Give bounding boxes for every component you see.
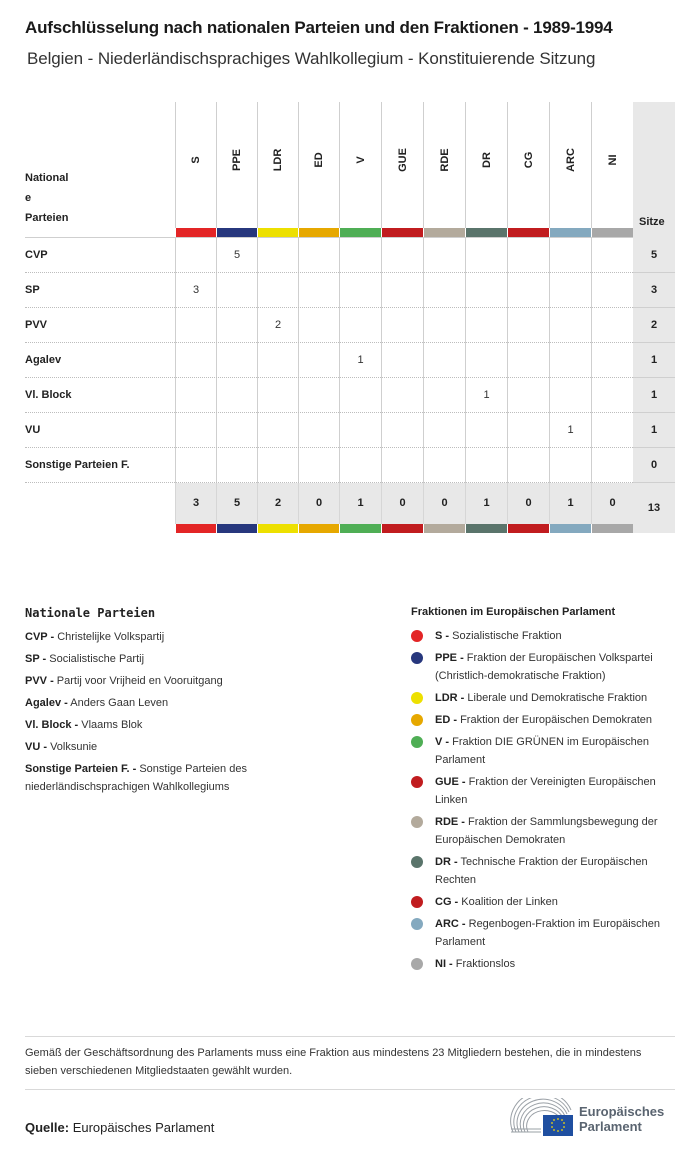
party-legend xyxy=(25,606,325,800)
column-header-label: ED xyxy=(313,152,325,168)
column-header-ppe xyxy=(216,102,257,228)
source-label: Quelle: xyxy=(25,1120,70,1135)
row-party-name: Agalev xyxy=(25,354,62,366)
page-title: Aufschlüsselung nach nationalen Parteien und den Fraktionen - 1989-1994 xyxy=(25,18,613,37)
column-header-gue xyxy=(381,102,423,228)
table-cell xyxy=(257,448,298,483)
table-cell: 1 xyxy=(549,413,591,448)
column-total: 0 xyxy=(298,483,339,524)
group-color-dot-icon xyxy=(411,652,423,664)
group-color-bar xyxy=(466,524,507,533)
table-cell xyxy=(339,378,381,413)
table-cell xyxy=(591,378,633,413)
group-name: Liberale und Demokratische Fraktion xyxy=(467,692,648,704)
party-legend-item xyxy=(25,716,325,734)
row-total: 0 xyxy=(633,448,675,483)
group-name: Sozialistische Fraktion xyxy=(452,630,562,642)
table-row xyxy=(25,308,675,343)
table-cell xyxy=(507,238,549,273)
party-legend-item xyxy=(25,694,325,712)
table-cell xyxy=(507,378,549,413)
row-total: 1 xyxy=(633,413,675,448)
table-cell xyxy=(216,448,257,483)
group-color-bar xyxy=(424,524,465,533)
table-cell: 1 xyxy=(339,343,381,378)
table-cell xyxy=(507,308,549,343)
table-cell xyxy=(339,238,381,273)
group-name: Fraktion der Sammlungsbewegung der Europäischen Demokraten xyxy=(435,816,658,846)
table-cell xyxy=(465,308,507,343)
table-cell xyxy=(339,308,381,343)
group-legend-item xyxy=(411,773,681,809)
column-total: 0 xyxy=(423,483,465,524)
table-cell xyxy=(423,308,465,343)
table-cell: 5 xyxy=(216,238,257,273)
table-cell xyxy=(381,413,423,448)
table-cell xyxy=(298,413,339,448)
column-header-label: DR xyxy=(480,152,493,168)
logo-line: Parlament xyxy=(579,1119,642,1134)
table-cell xyxy=(465,273,507,308)
group-name: Fraktion der Europäischen Demokraten xyxy=(460,714,653,726)
table-cell xyxy=(549,343,591,378)
grand-total: 13 xyxy=(633,483,675,533)
divider xyxy=(25,1036,675,1037)
party-legend-item xyxy=(25,760,325,796)
group-legend-item xyxy=(411,915,681,951)
table-cell xyxy=(591,448,633,483)
column-total: 0 xyxy=(591,483,633,524)
table-row xyxy=(25,413,675,448)
table-cell xyxy=(549,273,591,308)
column-header-ed xyxy=(298,102,339,228)
group-color-dot-icon xyxy=(411,692,423,704)
table-cell: 3 xyxy=(175,273,216,308)
table-cell xyxy=(175,343,216,378)
table-cell xyxy=(257,273,298,308)
row-header-line: National xyxy=(25,172,69,184)
table-cell xyxy=(381,273,423,308)
party-abbr: PVV - xyxy=(25,675,54,687)
party-name: Sonstige Parteien des niederländischsprachigen Wahlkollegiums xyxy=(25,763,247,793)
group-abbr: LDR - xyxy=(435,692,465,704)
table-cell xyxy=(175,308,216,343)
table-cell xyxy=(298,273,339,308)
table-cell xyxy=(175,238,216,273)
row-party-name: CVP xyxy=(25,249,48,261)
group-legend-item xyxy=(411,627,681,645)
group-color-bar xyxy=(340,228,381,237)
table-cell xyxy=(381,343,423,378)
total-column-header xyxy=(633,102,675,238)
group-name: Fraktion DIE GRÜNEN im Europäischen Parlament xyxy=(435,736,649,766)
table-cell xyxy=(423,238,465,273)
column-header-v xyxy=(339,102,381,228)
table-row xyxy=(25,343,675,378)
group-color-bar xyxy=(466,228,507,237)
table-cell xyxy=(591,238,633,273)
group-color-dot-icon xyxy=(411,776,423,788)
table-cell xyxy=(257,413,298,448)
table-cell xyxy=(216,413,257,448)
group-name: Koalition der Linken xyxy=(461,896,558,908)
party-name: Partij voor Vrijheid en Vooruitgang xyxy=(56,675,223,687)
table-cell xyxy=(381,308,423,343)
table-row xyxy=(25,238,675,273)
column-total: 0 xyxy=(507,483,549,524)
column-header-label: V xyxy=(354,156,367,164)
column-header-cg xyxy=(507,102,549,228)
row-party-name: Sonstige Parteien F. xyxy=(25,459,130,471)
table-cell xyxy=(175,413,216,448)
table-cell xyxy=(298,238,339,273)
group-color-bar xyxy=(592,228,633,237)
table-cell xyxy=(423,413,465,448)
group-abbr: RDE - xyxy=(435,816,465,828)
group-abbr: V - xyxy=(435,736,450,748)
party-legend-item xyxy=(25,672,325,690)
group-abbr: NI - xyxy=(435,958,453,970)
group-name: Fraktion der Europäischen Volkspartei (Christlich-demokratische Fraktion) xyxy=(435,652,653,682)
table-cell xyxy=(591,308,633,343)
total-column-label: Sitze xyxy=(639,216,665,228)
row-total: 1 xyxy=(633,378,675,413)
group-legend-item xyxy=(411,853,681,889)
table-cell xyxy=(339,413,381,448)
source xyxy=(25,1120,214,1135)
footnote: Gemäß der Geschäftsordnung des Parlaments muss eine Fraktion aus mindestens 23 Mitgliedern bestehen, die in mindestens sieben verschiedenen Mitgliedstaaten gewählt wurden. xyxy=(25,1047,642,1077)
group-color-bar xyxy=(424,228,465,237)
party-abbr: VU - xyxy=(25,741,47,753)
logo-text xyxy=(579,1104,664,1134)
table-cell xyxy=(549,448,591,483)
column-header-label: LDR xyxy=(272,148,284,172)
group-name: Fraktionslos xyxy=(455,958,516,970)
table-cell xyxy=(381,238,423,273)
table-cell xyxy=(216,343,257,378)
group-color-bar xyxy=(550,228,591,237)
group-color-bar xyxy=(592,524,633,533)
ep-logo xyxy=(509,1098,679,1138)
row-header-title xyxy=(25,168,85,228)
row-party-name: PVV xyxy=(25,319,48,331)
table-cell xyxy=(423,448,465,483)
table-row xyxy=(25,273,675,308)
table-cell: 2 xyxy=(257,308,298,343)
table-cell xyxy=(591,413,633,448)
table-cell xyxy=(465,238,507,273)
group-color-bar xyxy=(176,524,216,533)
column-total: 1 xyxy=(549,483,591,524)
table-cell xyxy=(549,308,591,343)
column-header-arc xyxy=(549,102,591,228)
column-header-label: PPE xyxy=(231,148,243,172)
table-cell xyxy=(423,343,465,378)
seat-distribution-table xyxy=(25,102,675,533)
group-color-bar xyxy=(217,524,257,533)
column-header-label: GUE xyxy=(396,148,409,172)
group-abbr: S - xyxy=(435,630,450,642)
group-color-dot-icon xyxy=(411,856,423,868)
group-color-dot-icon xyxy=(411,714,423,726)
party-abbr: SP - xyxy=(25,653,47,665)
table-cell xyxy=(423,378,465,413)
table-cell xyxy=(257,238,298,273)
row-total: 1 xyxy=(633,343,675,378)
table-cell xyxy=(298,343,339,378)
group-abbr: ARC - xyxy=(435,918,466,930)
group-color-bar xyxy=(382,524,423,533)
group-legend-item xyxy=(411,893,681,911)
row-total: 2 xyxy=(633,308,675,343)
table-cell xyxy=(507,413,549,448)
group-color-bar xyxy=(550,524,591,533)
party-name: Christelijke Volkspartij xyxy=(57,631,165,643)
column-total: 5 xyxy=(216,483,257,524)
row-header-line: Parteien xyxy=(25,212,69,224)
table-cell xyxy=(298,448,339,483)
table-cell xyxy=(507,343,549,378)
group-legend-item xyxy=(411,733,681,769)
group-color-dot-icon xyxy=(411,736,423,748)
group-legend-item xyxy=(411,711,681,729)
column-header-rde xyxy=(423,102,465,228)
party-name: Socialistische Partij xyxy=(49,653,145,665)
row-party-name: SP xyxy=(25,284,40,296)
group-color-bar xyxy=(382,228,423,237)
row-header-line: e xyxy=(25,192,32,204)
group-color-dot-icon xyxy=(411,630,423,642)
table-cell xyxy=(216,378,257,413)
column-header-dr xyxy=(465,102,507,228)
group-color-bar xyxy=(299,524,339,533)
table-cell xyxy=(216,273,257,308)
column-header-label: ARC xyxy=(564,148,577,172)
group-legend-item xyxy=(411,813,681,849)
column-header-ldr xyxy=(257,102,298,228)
group-name: Technische Fraktion der Europäischen Rechten xyxy=(435,856,648,886)
table-cell xyxy=(339,273,381,308)
column-total: 0 xyxy=(381,483,423,524)
column-header-ni xyxy=(591,102,633,228)
table-cell xyxy=(549,378,591,413)
table-cell xyxy=(298,308,339,343)
group-color-bar xyxy=(340,524,381,533)
column-header-label: RDE xyxy=(438,148,451,172)
table-cell xyxy=(216,308,257,343)
group-name: Fraktion der Vereinigten Europäischen Linken xyxy=(435,776,656,806)
party-name: Anders Gaan Leven xyxy=(70,697,169,709)
table-cell xyxy=(257,378,298,413)
logo-line: Europäisches xyxy=(579,1104,665,1119)
party-abbr: Sonstige Parteien F. - xyxy=(25,763,137,775)
group-color-bar xyxy=(176,228,216,237)
group-color-dot-icon xyxy=(411,896,423,908)
party-legend-item xyxy=(25,738,325,756)
party-abbr: CVP - xyxy=(25,631,55,643)
table-cell xyxy=(465,343,507,378)
group-color-bar xyxy=(217,228,257,237)
party-abbr: Agalev - xyxy=(25,697,68,709)
table-cell xyxy=(339,448,381,483)
divider xyxy=(25,1089,675,1090)
table-row xyxy=(25,378,675,413)
column-header-label: CG xyxy=(522,151,535,169)
group-color-dot-icon xyxy=(411,958,423,970)
group-color-bar xyxy=(258,228,298,237)
table-cell xyxy=(298,378,339,413)
party-abbr: Vl. Block - xyxy=(25,719,79,731)
party-name: Vlaams Blok xyxy=(81,719,143,731)
column-total: 3 xyxy=(175,483,216,524)
party-name: Volksunie xyxy=(50,741,98,753)
table-cell xyxy=(175,448,216,483)
row-party-name: Vl. Block xyxy=(25,389,72,401)
group-color-dot-icon xyxy=(411,918,423,930)
row-divider xyxy=(633,482,675,483)
column-total: 1 xyxy=(339,483,381,524)
parliament-hemicycle-icon xyxy=(509,1098,575,1138)
group-abbr: DR - xyxy=(435,856,458,868)
table-cell: 1 xyxy=(465,378,507,413)
column-total: 1 xyxy=(465,483,507,524)
row-total: 5 xyxy=(633,238,675,273)
table-cell xyxy=(591,343,633,378)
row-party-name: VU xyxy=(25,424,41,436)
group-abbr: GUE - xyxy=(435,776,466,788)
table-cell xyxy=(507,273,549,308)
table-cell xyxy=(549,238,591,273)
row-divider xyxy=(25,482,633,483)
table-cell xyxy=(507,448,549,483)
table-cell xyxy=(381,448,423,483)
table-row xyxy=(25,448,675,483)
table-cell xyxy=(175,378,216,413)
party-legend-title: Nationale Parteien xyxy=(25,606,156,620)
table-cell xyxy=(465,413,507,448)
page-subtitle: Belgien - Niederländischsprachiges Wahlkollegium - Konstituierende Sitzung xyxy=(27,49,596,68)
party-legend-item xyxy=(25,650,325,668)
column-header-label: NI xyxy=(606,154,619,166)
group-color-dot-icon xyxy=(411,816,423,828)
group-abbr: ED - xyxy=(435,714,457,726)
column-header-s xyxy=(175,102,216,228)
column-totals-row xyxy=(175,483,675,533)
group-name: Regenbogen-Fraktion im Europäischen Parlament xyxy=(435,918,661,948)
group-legend xyxy=(411,606,681,977)
group-legend-item xyxy=(411,689,681,707)
table-cell xyxy=(381,378,423,413)
table-cell xyxy=(423,273,465,308)
group-legend-item xyxy=(411,955,681,973)
group-legend-title: Fraktionen im Europäischen Parlament xyxy=(411,606,616,618)
column-total: 2 xyxy=(257,483,298,524)
group-color-bar xyxy=(258,524,298,533)
source-value: Europäisches Parlament xyxy=(72,1120,215,1135)
party-legend-item xyxy=(25,628,325,646)
table-cell xyxy=(465,448,507,483)
group-color-bar xyxy=(299,228,339,237)
table-cell xyxy=(257,343,298,378)
column-header-label: S xyxy=(190,156,202,164)
group-legend-item xyxy=(411,649,681,685)
table-cell xyxy=(591,273,633,308)
group-abbr: PPE - xyxy=(435,652,464,664)
group-color-bar xyxy=(508,524,549,533)
group-abbr: CG - xyxy=(435,896,459,908)
row-total: 3 xyxy=(633,273,675,308)
group-color-bar xyxy=(508,228,549,237)
